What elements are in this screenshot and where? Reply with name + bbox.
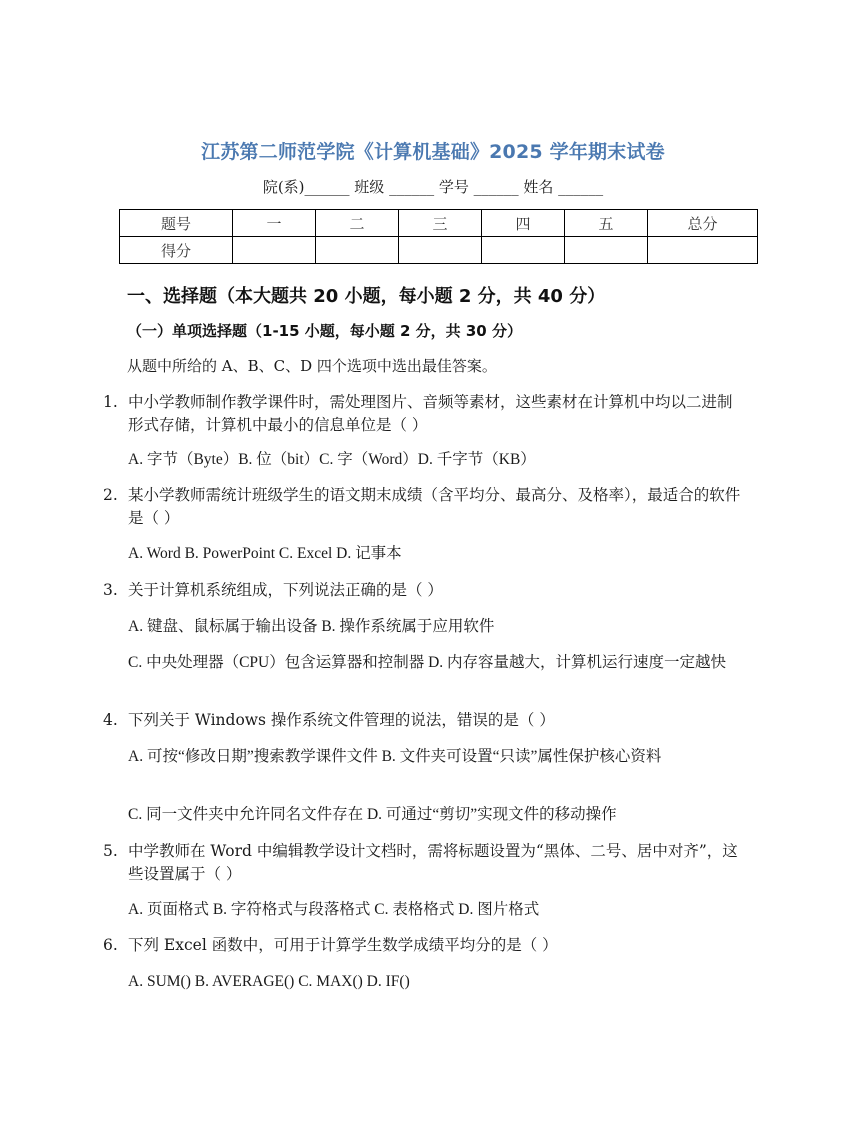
score-cell-total (648, 237, 758, 264)
score-cell-4 (482, 237, 565, 264)
header-cell-4: 四 (482, 210, 565, 237)
score-cell-5 (565, 237, 648, 264)
question-1-options: A. 字节（Byte）B. 位（bit）C. 字（Word）D. 千字节（KB） (128, 451, 536, 468)
question-stem: 中小学教师制作教学课件时，需处理图片、音频等素材，这些素材在计算机中均以二进制形式存储，计算机中最小的信息单位是（ ） (128, 393, 733, 434)
question-2-options: A. Word B. PowerPoint C. Excel D. 记事本 (128, 545, 402, 562)
question-4 (103, 709, 743, 732)
question-number: 4. (103, 711, 118, 729)
question-4-options-ab: A. 可按“修改日期”搜索教学课件文件 B. 文件夹可设置“只读”属性保护核心资料 (128, 748, 662, 765)
question-stem: 中学教师在 Word 中编辑教学设计文档时，需将标题设置为“黑体、二号、居中对齐”，这些设置属于（ ） (128, 842, 738, 883)
score-cell-1 (233, 237, 316, 264)
score-table (119, 209, 758, 264)
header-cell-1: 一 (233, 210, 316, 237)
question-stem: 某小学教师需统计班级学生的语文期末成绩（含平均分、最高分、及格率），最适合的软件是（ ） (128, 486, 741, 527)
question-4-options-cd: C. 同一文件夹中允许同名文件存在 D. 可通过“剪切”实现文件的移动操作 (128, 806, 617, 823)
question-3 (103, 579, 743, 602)
score-row-label: 得分 (120, 237, 233, 264)
header-cell-2: 二 (316, 210, 399, 237)
question-number: 2. (103, 486, 118, 504)
header-cell-question-number: 题号 (120, 210, 233, 237)
question-1 (103, 391, 743, 437)
section-heading: 一、选择题（本大题共 20 小题，每小题 2 分，共 40 分） (127, 286, 606, 307)
question-6-options: A. SUM() B. AVERAGE() C. MAX() D. IF() (128, 973, 410, 990)
section-instruction: 从题中所给的 A、B、C、D 四个选项中选出最佳答案。 (127, 357, 497, 375)
exam-title: 江苏第二师范学院《计算机基础》2025 学年期末试卷 (201, 141, 665, 163)
score-cell-3 (399, 237, 482, 264)
score-table-score-row (120, 237, 758, 264)
question-6 (103, 934, 743, 957)
question-stem: 关于计算机系统组成，下列说法正确的是（ ） (128, 581, 443, 599)
question-number: 6. (103, 936, 118, 954)
question-3-options-cd: C. 中央处理器（CPU）包含运算器和控制器 D. 内存容量越大，计算机运行速度一定越快 (128, 654, 727, 671)
question-stem: 下列 Excel 函数中，可用于计算学生数学成绩平均分的是（ ） (128, 936, 558, 954)
score-cell-2 (316, 237, 399, 264)
section-subheading: （一）单项选择题（1-15 小题，每小题 2 分，共 30 分） (127, 322, 522, 340)
question-2 (103, 484, 743, 530)
question-number: 5. (103, 842, 118, 860)
header-cell-total: 总分 (648, 210, 758, 237)
header-cell-3: 三 (399, 210, 482, 237)
header-cell-5: 五 (565, 210, 648, 237)
question-number: 3. (103, 581, 118, 599)
score-table-header-row (120, 210, 758, 237)
student-info-line: 院(系)______ 班级 ______ 学号 ______ 姓名 ______ (262, 178, 604, 196)
question-5 (103, 840, 743, 886)
question-5-options: A. 页面格式 B. 字符格式与段落格式 C. 表格格式 D. 图片格式 (128, 901, 540, 918)
question-stem: 下列关于 Windows 操作系统文件管理的说法，错误的是（ ） (128, 711, 555, 729)
question-number: 1. (103, 393, 118, 411)
question-3-options-ab: A. 键盘、鼠标属于输出设备 B. 操作系统属于应用软件 (128, 618, 495, 635)
